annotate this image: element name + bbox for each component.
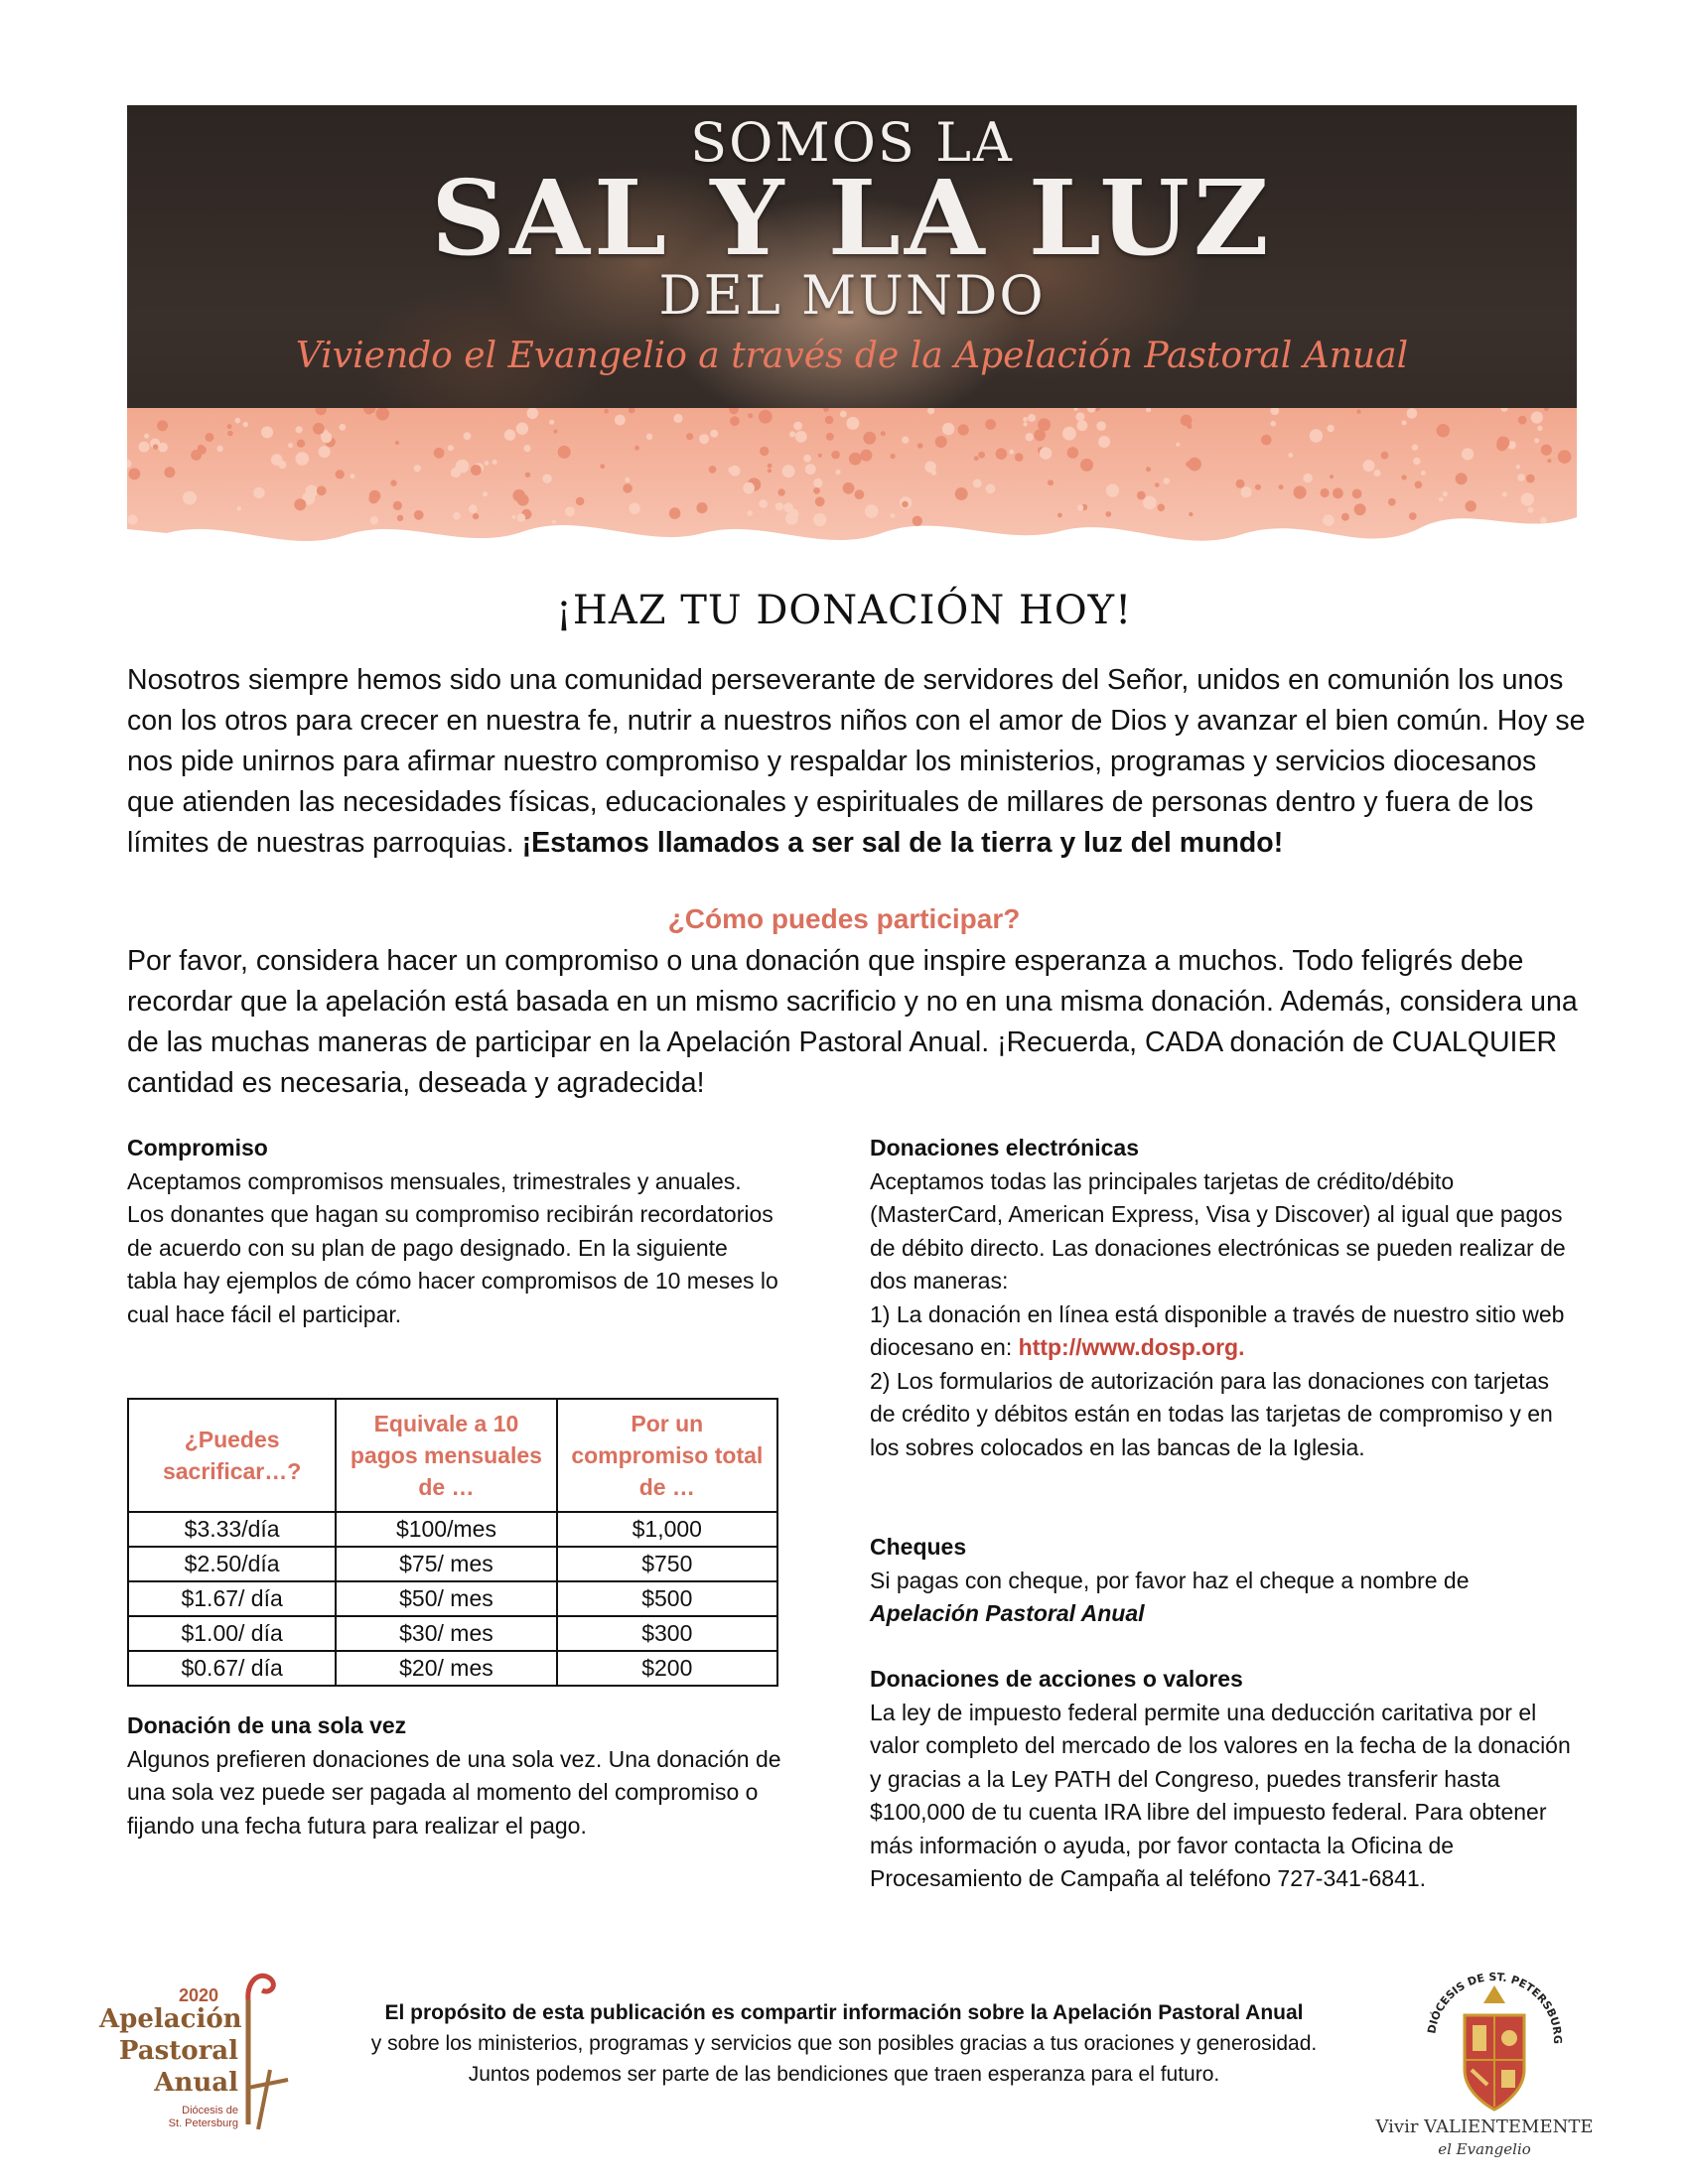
salt-grain	[1303, 474, 1312, 482]
salt-grain	[813, 478, 822, 487]
salt-grain	[1034, 429, 1046, 441]
salt-grain	[777, 488, 784, 495]
salt-grain	[1075, 412, 1084, 421]
salt-grain	[1040, 447, 1052, 459]
salt-grain	[1330, 475, 1334, 478]
valores-section	[870, 1663, 1575, 1896]
salt-grain	[843, 482, 855, 494]
salt-grain	[319, 446, 331, 458]
salt-grain	[831, 451, 840, 460]
salt-grain	[414, 465, 421, 472]
salt-grain	[1517, 474, 1524, 480]
salt-grain	[1327, 425, 1334, 432]
salt-grain	[1462, 448, 1474, 460]
compromiso-section	[127, 1132, 782, 1331]
table-row	[128, 1616, 777, 1651]
salt-grain	[1288, 453, 1293, 458]
salt-grain	[942, 423, 954, 435]
banner-subtitle: Viviendo el Evangelio a través de la Apelación Pastoral Anual	[295, 336, 1409, 376]
cheques-title: Cheques	[870, 1534, 967, 1560]
salt-grain	[793, 422, 802, 431]
salt-grain	[1080, 459, 1093, 472]
cheques-text: Si pagas con cheque, por favor haz el cheque a nombre de	[870, 1567, 1470, 1593]
salt-grain	[1236, 479, 1245, 488]
table-row	[128, 1651, 777, 1686]
salt-grain	[789, 431, 795, 437]
salt-grain	[1456, 473, 1468, 484]
salt-grain	[390, 479, 396, 485]
salt-grain	[296, 426, 303, 433]
salt-grain	[768, 469, 772, 473]
salt-grain	[1502, 492, 1507, 497]
table-cell: $20/ mes	[336, 1651, 556, 1686]
salt-grain	[699, 434, 709, 444]
salt-grain	[891, 454, 896, 459]
table-cell: $0.67/ día	[128, 1651, 336, 1686]
salt-grain	[902, 501, 909, 508]
salt-grain	[1098, 436, 1110, 448]
valores-title: Donaciones de acciones o valores	[870, 1666, 1243, 1692]
electronicas-title: Donaciones electrónicas	[870, 1135, 1139, 1160]
salt-grain	[1181, 415, 1193, 427]
salt-grain	[673, 414, 682, 423]
salt-grain	[1077, 420, 1088, 431]
salt-grain	[1531, 411, 1543, 423]
salt-grain	[855, 489, 865, 499]
salt-grain	[453, 512, 461, 520]
salt-grain	[1443, 491, 1448, 496]
salt-grain	[139, 442, 150, 453]
salt-grain	[565, 506, 575, 516]
salt-grain	[576, 497, 585, 506]
salt-grain	[958, 424, 969, 435]
diocese-seal-icon	[1410, 1946, 1579, 2134]
salt-grain	[511, 515, 515, 519]
salt-grain	[760, 447, 769, 456]
salt-grain	[902, 436, 909, 443]
salt-grain	[1526, 475, 1535, 483]
salt-grain	[524, 445, 531, 452]
table-cell: $2.50/día	[128, 1547, 336, 1581]
salt-grain	[339, 424, 346, 431]
salt-grain	[813, 513, 826, 526]
salt-grain	[414, 510, 424, 520]
table-header: ¿Puedes sacrificar…?	[128, 1399, 336, 1512]
table-cell: $750	[557, 1547, 777, 1581]
salt-grain	[629, 503, 639, 514]
salt-grain	[549, 420, 554, 425]
appeal-year: 2020	[179, 1985, 219, 2005]
table-header: Equivale a 10 pagos mensuales de …	[336, 1399, 556, 1512]
electronicas-online-text: 1) La donación en línea está disponible a través de nuestro sitio web diocesano en:	[870, 1300, 1565, 1360]
salt-grain	[1137, 491, 1146, 500]
salt-grain	[336, 470, 345, 478]
table-row	[128, 1512, 777, 1547]
salt-grain	[1255, 484, 1261, 490]
salt-grain	[1057, 513, 1062, 518]
salt-grain	[504, 430, 515, 441]
salt-grain	[835, 470, 840, 475]
salt-grain	[1534, 438, 1539, 443]
salt-grain	[775, 502, 783, 510]
salt-grain	[891, 513, 896, 518]
salt-grain	[604, 409, 609, 414]
salt-grain	[1062, 427, 1076, 441]
salt-grain	[288, 443, 293, 448]
salt-grain	[1023, 422, 1027, 426]
salt-grain	[788, 508, 799, 519]
salt-grain	[1106, 484, 1119, 497]
table-header-row	[128, 1399, 777, 1512]
salt-crystals-image	[127, 408, 1577, 580]
salt-grain	[955, 487, 968, 500]
salt-grain	[317, 485, 327, 495]
salt-grain	[935, 436, 947, 448]
salt-grain	[728, 467, 734, 473]
salt-grain	[743, 482, 755, 494]
intro-paragraph	[127, 660, 1587, 864]
salt-grain	[1421, 471, 1426, 476]
salt-grain	[1363, 460, 1375, 472]
table-cell: $500	[557, 1581, 777, 1616]
salt-grain	[863, 432, 876, 445]
intro-text: Nosotros siempre hemos sido una comunidad perseverante de servidores del Señor, unidos en comunión los unos con los otros para crecer en nuestra fe, nutrir a nuestros niños con el amor de Dios y avanzar el bien común. Hoy se nos pide unirnos para afirmar nuestro compromiso y respaldar los ministerios, programas y servicios diocesanos que atienden las necesidades físicas, educacionales y espirituales de millares de personas dentro y fuera de los límites de nuestras parroquias.	[127, 664, 1586, 859]
salt-grain	[153, 444, 158, 449]
salt-grain	[840, 411, 847, 418]
salt-grain	[464, 432, 472, 440]
salt-grain	[1067, 447, 1079, 459]
seal-motto-line-2: el Evangelio	[1438, 2140, 1531, 2158]
salt-grain	[1466, 500, 1477, 511]
page-headline: ¡HAZ TU DONACIÓN HOY!	[555, 588, 1133, 633]
salt-grain	[747, 510, 753, 516]
salt-grain	[825, 416, 834, 425]
cheques-payee-name: Apelación Pastoral Anual	[870, 1600, 1145, 1626]
banner-line-1: SOMOS LA	[690, 111, 1014, 174]
salt-grain	[216, 446, 222, 452]
salt-grain	[393, 501, 402, 510]
compromiso-title: Compromiso	[127, 1135, 268, 1160]
footer-bold-line: El propósito de esta publicación es compartir información sobre la Apelación Pastoral Anual	[384, 2001, 1304, 2024]
salt-grain	[448, 445, 454, 451]
salt-grain	[913, 516, 922, 526]
salt-grain	[157, 420, 168, 431]
salt-grain	[296, 452, 310, 466]
salt-grain	[227, 431, 233, 437]
salt-grain	[985, 419, 996, 430]
salt-grain	[1310, 429, 1323, 442]
table-cell: $3.33/día	[128, 1512, 336, 1547]
salt-grain	[996, 448, 1008, 460]
salt-grain	[1518, 416, 1527, 425]
electronicas-text-3: 2) Los formularios de autorización para las donaciones con tarjetas de crédito y débitos están en todas las tarjetas de compromiso y en los sobres colocados en las bancas de la Iglesia.	[870, 1367, 1553, 1460]
salt-grain	[525, 473, 530, 478]
salt-grain	[127, 514, 137, 524]
cheques-section	[870, 1531, 1575, 1631]
salt-grain	[1321, 488, 1330, 497]
salt-grain	[554, 430, 558, 434]
appeal-logo-line-1: Apelación	[99, 2004, 242, 2034]
table-cell: $75/ mes	[336, 1547, 556, 1581]
salt-grain	[1352, 489, 1362, 499]
salt-grain	[397, 515, 403, 521]
salt-grain	[805, 464, 816, 475]
salt-grain	[849, 453, 862, 466]
table-cell: $300	[557, 1616, 777, 1651]
salt-grain	[1155, 482, 1160, 487]
salt-grain	[818, 454, 822, 458]
salt-grain	[1407, 408, 1418, 419]
salt-grain	[1356, 409, 1360, 413]
appeal-diocese-line-2: St. Petersburg	[168, 2117, 238, 2129]
seal-motto-line-1: Vivir VALIENTEMENTE	[1375, 2116, 1594, 2137]
salt-grain	[144, 434, 149, 439]
salt-grain	[1388, 498, 1396, 506]
salt-grain	[1241, 486, 1252, 497]
salt-grain	[1412, 444, 1418, 450]
salt-grain	[321, 432, 332, 443]
salt-grain	[1189, 512, 1193, 516]
salt-grain	[1537, 426, 1542, 431]
salt-grain	[485, 461, 490, 466]
salt-grain	[1439, 497, 1444, 502]
salt-grain	[558, 446, 571, 459]
salt-grain	[1096, 421, 1106, 431]
salt-grain	[395, 441, 399, 445]
dosp-website-link[interactable]: http://www.dosp.org.	[1018, 1334, 1245, 1360]
salt-grain	[1541, 445, 1552, 456]
salt-grain	[129, 469, 141, 480]
salt-grain	[1164, 478, 1171, 484]
salt-grain	[860, 450, 872, 462]
salt-grain	[1409, 512, 1417, 520]
salt-grain	[350, 474, 354, 478]
footer-line-2: y sobre los ministerios, programas y servicios que son posibles gracias a tus oraciones y generosidad.	[370, 2032, 1318, 2055]
salt-grain	[1028, 414, 1036, 422]
salt-grain	[1077, 504, 1083, 510]
salt-grain	[297, 440, 305, 448]
salt-grain	[1143, 496, 1157, 510]
table-cell: $50/ mes	[336, 1581, 556, 1616]
salt-grain	[846, 417, 859, 430]
salt-grain	[978, 452, 985, 459]
salt-grain	[370, 516, 378, 524]
salt-grain	[974, 456, 979, 461]
salt-grain	[865, 504, 879, 518]
salt-grain	[1261, 435, 1272, 446]
salt-grain	[205, 433, 213, 442]
salt-grain	[1026, 433, 1034, 441]
table-row	[128, 1581, 777, 1616]
una-vez-text: Algunos prefieren donaciones de una sola vez. Una donación de una sola vez puede ser pagada al momento del compromiso o fijando una fecha futura para realizar el pago.	[127, 1745, 781, 1839]
salt-grain	[986, 484, 996, 494]
salt-grain	[1413, 458, 1421, 466]
salt-grain	[1374, 470, 1381, 477]
salt-grain	[1401, 475, 1406, 479]
salt-grain	[759, 410, 773, 424]
salt-grain	[158, 443, 168, 453]
hero-banner	[127, 105, 1577, 580]
salt-grain	[492, 460, 497, 465]
salt-grain	[1437, 424, 1450, 437]
salt-grain	[306, 485, 319, 498]
salt-grain	[483, 491, 488, 496]
salt-grain	[1558, 450, 1572, 464]
seal-arc-text: DIÓCESIS DE ST. PETERSBURG	[1425, 1970, 1565, 2045]
section-question: ¿Cómo puedes participar?	[667, 903, 1021, 934]
participation-paragraph: Por favor, considera hacer un compromiso o una donación que inspire esperanza a muchos. Todo feligrés debe recordar que la apelación está basada en un mismo sacrificio y no en una misma donación. Además, considera una de las muchas maneras de participar en la Apelación Pastoral Anual. ¡Recuerda, CADA donación de CUALQUIER cantidad es necesaria, deseada y agradecida!	[127, 945, 1578, 1099]
table-header: Por un compromiso total de …	[557, 1399, 777, 1512]
salt-grain	[686, 433, 693, 440]
salt-grain	[748, 413, 753, 418]
salt-grain	[924, 462, 936, 474]
electronicas-section	[870, 1132, 1575, 1464]
appeal-diocese-text	[99, 2105, 238, 2130]
salt-grain	[1146, 467, 1151, 472]
salt-grain	[634, 446, 639, 451]
salt-grain	[243, 422, 248, 427]
salt-grain	[434, 448, 445, 459]
banner-line-2: SAL Y LA LUZ	[431, 157, 1273, 279]
intro-bold: ¡Estamos llamados a ser sal de la tierra y luz del mundo!	[521, 827, 1284, 859]
salt-grain	[369, 490, 381, 502]
salt-grain	[294, 498, 306, 510]
salt-grain	[1009, 450, 1014, 455]
salt-grain	[826, 433, 834, 441]
salt-grain	[198, 445, 205, 452]
salt-grain	[646, 434, 652, 440]
salt-grain	[164, 467, 175, 478]
salt-grain	[552, 520, 556, 524]
salt-grain	[1354, 503, 1366, 515]
footer-statement	[338, 1997, 1350, 2090]
salt-grain	[973, 479, 982, 488]
salt-grain	[1323, 514, 1335, 526]
salt-grain	[1496, 440, 1507, 451]
salt-grain	[517, 513, 525, 521]
salt-grain	[1341, 513, 1349, 521]
cheques-payee	[870, 1597, 1575, 1631]
salt-grain	[1048, 479, 1054, 485]
salt-grain	[696, 502, 707, 513]
salt-grain	[615, 415, 626, 426]
electronicas-text-2	[870, 1298, 1575, 1365]
salt-grain	[917, 443, 923, 449]
salt-grain	[1176, 443, 1180, 447]
salt-grain	[1333, 488, 1343, 499]
salt-grain	[1521, 492, 1534, 505]
salt-grain	[469, 504, 478, 513]
salt-grain	[768, 464, 773, 469]
salt-grain	[1540, 517, 1547, 524]
appeal-logo-line-3: Anual	[154, 2068, 238, 2098]
salt-grain	[473, 513, 479, 519]
salt-grain	[234, 418, 240, 424]
salt-grain	[782, 465, 795, 478]
table-cell: $1,000	[557, 1512, 777, 1547]
appeal-logo-line-2: Pastoral	[118, 2036, 238, 2066]
salt-grain	[709, 466, 717, 474]
salt-grain	[542, 475, 551, 483]
salt-grain	[730, 416, 740, 426]
salt-grain	[600, 464, 605, 469]
footer-line-3: Juntos podemos ser parte de las bendiciones que traen esperanza para el futuro.	[468, 2063, 1220, 2086]
pledge-table	[127, 1398, 778, 1687]
salt-grain	[227, 424, 232, 429]
appeal-diocese-line-1: Diócesis de	[182, 2105, 238, 2116]
salt-grain	[795, 431, 807, 443]
salt-grain	[271, 454, 283, 466]
salt-grain	[471, 465, 482, 476]
salt-grain	[261, 426, 273, 438]
salt-grain	[1381, 452, 1389, 460]
salt-grain	[813, 487, 820, 494]
table-cell: $100/mes	[336, 1512, 556, 1547]
salt-grain	[183, 491, 197, 505]
salt-grain	[623, 483, 633, 493]
salt-grain	[516, 423, 528, 435]
banner-line-3: DEL MUNDO	[658, 264, 1046, 327]
table-cell: $1.00/ día	[128, 1616, 336, 1651]
valores-text: La ley de impuesto federal permite una deducción caritativa por el valor completo del mercado de los valores en la fecha de la donación y gracias a la Ley PATH del Congreso, puedes transferir hasta $100,000 de tu cuenta IRA libre del impuesto federal. Para obtener más información o ayuda, por favor contacta la Oficina de Procesamiento de Campaña al teléfono 727-341-6841.	[870, 1699, 1571, 1891]
salt-grain	[1270, 421, 1276, 427]
salt-grain	[759, 499, 768, 508]
salt-grain	[1158, 504, 1166, 512]
salt-grain	[1516, 465, 1520, 469]
una-vez-title: Donación de una sola vez	[127, 1712, 407, 1738]
salt-grain	[1415, 481, 1423, 489]
salt-grain	[1279, 484, 1284, 489]
salt-grain	[1527, 507, 1533, 513]
salt-grain	[1294, 485, 1307, 498]
salt-grain	[881, 431, 886, 436]
salt-grain	[710, 430, 718, 438]
una-vez-section	[127, 1709, 782, 1843]
salt-grain	[313, 423, 325, 435]
salt-grain	[1105, 511, 1111, 517]
salt-grain	[1402, 420, 1407, 425]
salt-grain	[625, 478, 630, 482]
salt-grain	[815, 496, 825, 506]
compromiso-text: Aceptamos compromisos mensuales, trimestrales y anuales. Los donantes que hagan su compromiso recibirán recordatorios de acuerdo con su plan de pago designado. En la siguiente tabla hay ejemplos de cómo hacer compromisos de 10 meses lo cual hace fácil el participar.	[127, 1167, 778, 1327]
salt-grain	[1023, 417, 1028, 422]
salt-grain	[236, 506, 241, 511]
salt-grain	[1038, 418, 1051, 431]
salt-grain	[1015, 453, 1024, 462]
salt-grain	[456, 460, 470, 474]
table-row	[128, 1547, 777, 1581]
table-cell: $30/ mes	[336, 1616, 556, 1651]
salt-grain	[803, 455, 811, 463]
appeal-logo-text	[99, 2003, 242, 2099]
electronicas-text-1: Aceptamos todas las principales tarjetas de crédito/débito (MasterCard, American Express, Visa y Discover) al igual que pagos de débito directo. Las donaciones electrónicas se pueden realizar de dos maneras:	[870, 1167, 1566, 1294]
salt-grain	[1547, 459, 1551, 463]
salt-grain	[1188, 458, 1201, 472]
table-cell: $200	[557, 1651, 777, 1686]
table-cell: $1.67/ día	[128, 1581, 336, 1616]
salt-grain	[253, 487, 264, 498]
salt-grain	[669, 507, 681, 519]
salt-grain	[527, 408, 539, 419]
salt-grain	[517, 494, 529, 506]
